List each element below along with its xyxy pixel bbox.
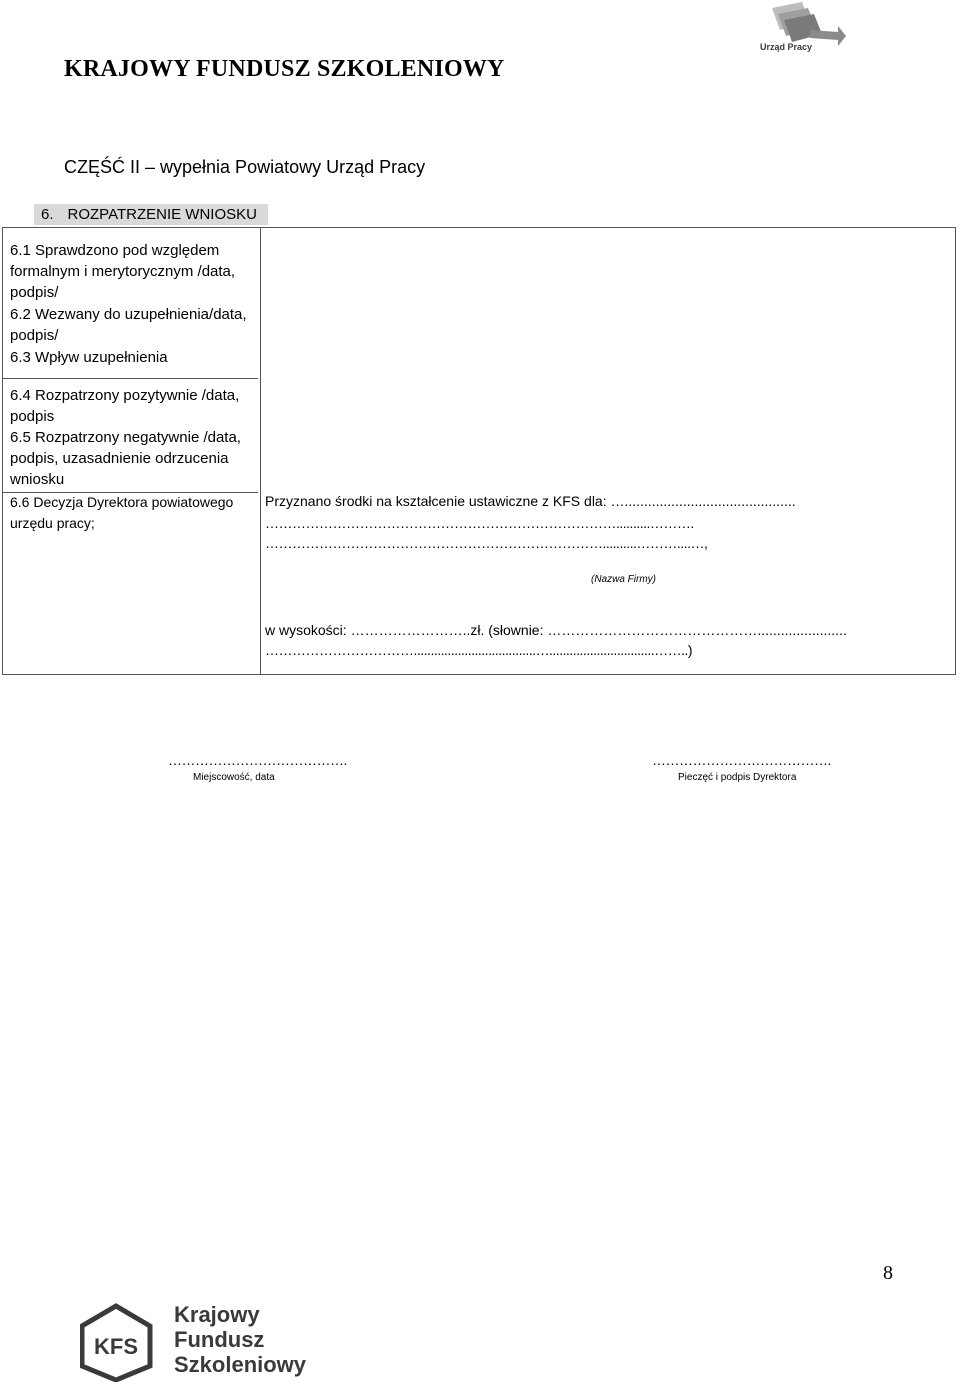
row-6-6-label: 6.6 Decyzja Dyrektora powiatowego urzędu pracy;	[10, 494, 234, 531]
section-heading	[34, 204, 268, 225]
kfs-logo-line2: Fundusz	[174, 1327, 265, 1352]
director-signature-label: Pieczęć i podpis Dyrektora	[678, 772, 797, 783]
urzad-pracy-logo-text: Urząd Pracy	[760, 42, 813, 52]
kfs-logo-line3: Szkoleniowy	[174, 1352, 307, 1377]
amount-words-line: ……………………………....................................…...............................……..)	[265, 642, 693, 658]
row-6-1-label: 6.1 Sprawdzono pod względem formalnym i merytorycznym /data, podpis/	[10, 242, 236, 301]
place-date-label: Miejscowość, data	[193, 772, 275, 783]
decision-text-line1: Przyznano środki na kształcenie ustawiczne z KFS dla: …............................................	[265, 493, 796, 509]
place-date-dots: ………………………………….	[168, 752, 347, 768]
kfs-logo	[80, 1300, 330, 1382]
table-column-divider	[260, 228, 261, 674]
decision-dots-line2: ……………………………………………………………………..........……….	[265, 515, 694, 531]
row-6-3-label: 6.3 Wpływ uzupełnienia	[10, 349, 168, 366]
row-6-5-label: 6.5 Rozpatrzony negatywnie /data, podpis, uzasadnienie odrzucenia wniosku	[10, 429, 241, 488]
row-6-2-label: 6.2 Wezwany do uzupełnienia/data, podpis/	[10, 306, 247, 344]
kfs-logo-line1: Krajowy	[174, 1302, 260, 1327]
decision-dots-line3: …………………………………………………………………..........………....…,	[265, 535, 708, 551]
page-number: 8	[883, 1262, 893, 1284]
section-title: ROZPATRZENIE WNIOSKU	[67, 206, 257, 223]
firm-name-label: (Nazwa Firmy)	[591, 574, 656, 585]
section-number: 6.	[41, 206, 54, 223]
row-separator	[3, 378, 258, 379]
amount-line: w wysokości: ……………………..zł. (słownie: ……………………………………….......................	[265, 622, 847, 638]
review-table	[2, 227, 956, 675]
kfs-logo-abbr: KFS	[94, 1334, 138, 1359]
director-signature-dots: ………………………………….	[652, 752, 831, 768]
part-title: CZĘŚĆ II – wypełnia Powiatowy Urząd Pracy	[64, 157, 426, 177]
urzad-pracy-logo	[752, 0, 848, 56]
row-6-4-label: 6.4 Rozpatrzony pozytywnie /data, podpis	[10, 387, 240, 425]
document-title: KRAJOWY FUNDUSZ SZKOLENIOWY	[64, 56, 505, 82]
